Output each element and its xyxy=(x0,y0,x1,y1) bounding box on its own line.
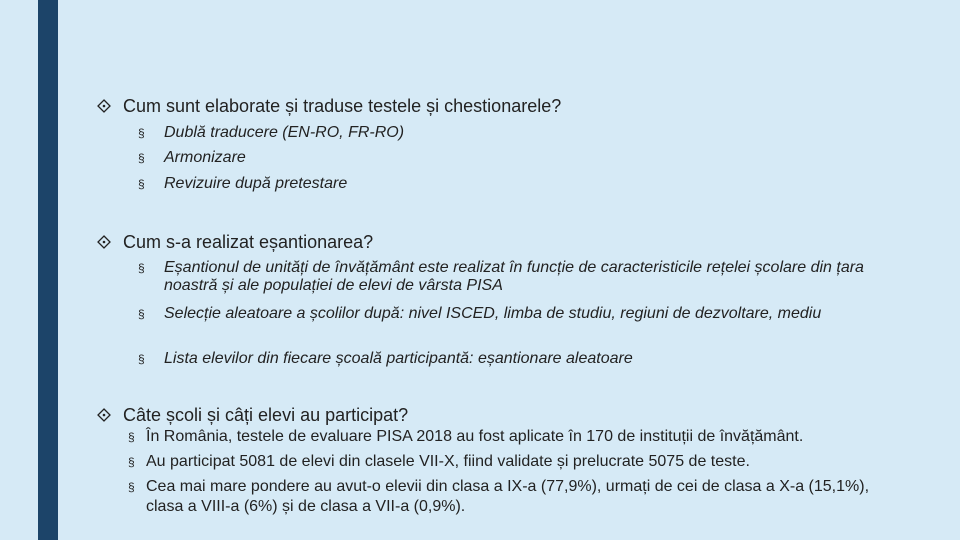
diamond-outline-icon xyxy=(97,235,111,249)
bullet-icon: § xyxy=(138,352,145,366)
bullet-icon: § xyxy=(128,430,135,444)
left-accent-bar xyxy=(38,0,58,540)
diamond-outline-icon xyxy=(97,99,111,113)
bullet-icon: § xyxy=(138,261,145,275)
list-item-text: Revizuire după pretestare xyxy=(164,175,348,192)
bullet-icon: § xyxy=(128,480,135,494)
heading-text: Cum s-a realizat eșantionarea? xyxy=(123,232,374,252)
list-item-text: În România, testele de evaluare PISA 2018 au fost aplicate în 170 de instituții de învățământ. xyxy=(146,428,804,445)
list-item-text: Dublă traducere (EN-RO, FR-RO) xyxy=(164,124,405,141)
bullet-icon: § xyxy=(138,177,145,191)
list-item-text: Au participat 5081 de elevi din clasele VII-X, fiind validate și prelucrate 5075 de teste. xyxy=(146,453,750,470)
diamond-outline-icon xyxy=(97,408,111,422)
list-item-text: Selecție aleatoare a școlilor după: nivel ISCED, limba de studiu, regiuni de dezvoltare, mediu xyxy=(164,305,822,322)
bullet-icon: § xyxy=(138,126,145,140)
list-item-text: Armonizare xyxy=(164,149,246,166)
heading-text: Câte școli și câți elevi au participat? xyxy=(123,405,409,425)
list-item-text: Lista elevilor din fiecare școală participantă: eșantionare aleatoare xyxy=(164,350,633,367)
bullet-icon: § xyxy=(138,307,145,321)
list-item-text: Cea mai mare pondere au avut-o elevii din clasa a IX-a (77,9%), urmați de cei de clasa a X-a (15,1%), clasa a VIII-a (6%) și de clasa a VII-a (0,9%). xyxy=(146,478,870,515)
heading-text: Cum sunt elaborate și traduse testele și chestionarele? xyxy=(123,96,562,116)
bullet-icon: § xyxy=(128,455,135,469)
bullet-icon: § xyxy=(138,151,145,165)
list-item-text: Eșantionul de unități de învățământ este realizat în funcție de caracteristicile rețelei școlare din țara noastră și ale populației de elevi de vârsta PISA xyxy=(164,259,864,294)
